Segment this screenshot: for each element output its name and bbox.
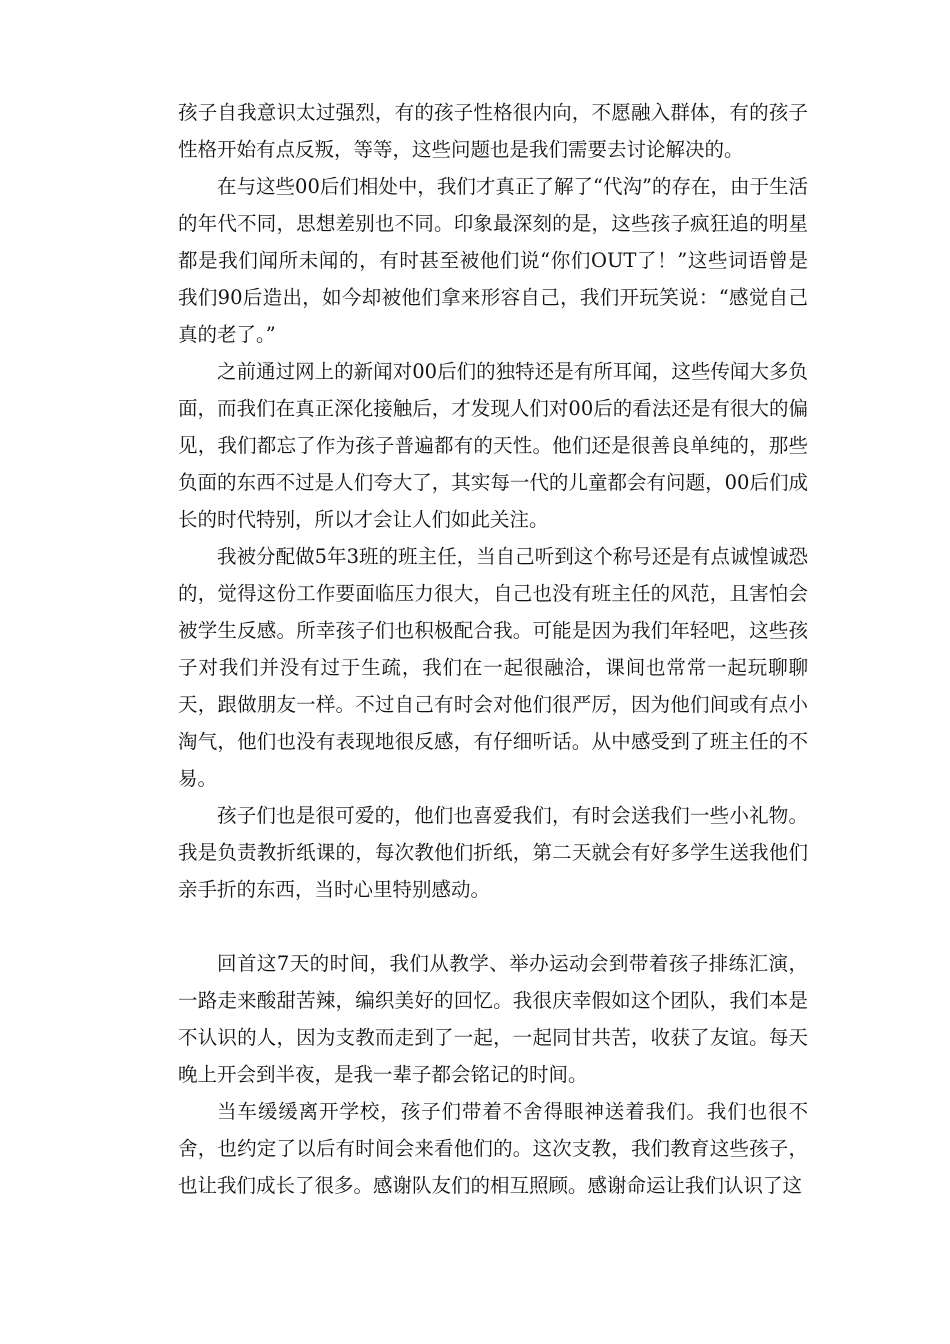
body-text [178, 94, 808, 1204]
paragraph-6: 回首这7天的时间，我们从教学、举办运动会到带着孩子排练汇演，一路走来酸甜苦辣，编织美好的回忆。我很庆幸假如这个团队，我们本是不认识的人，因为支教而走到了一起，一起同甘共苦，收获了友谊。每天晚上开会到半夜，是我一辈子都会铭记的时间。 [178, 952, 808, 1086]
paragraph-1: 孩子自我意识太过强烈，有的孩子性格很内向，不愿融入群体，有的孩子性格开始有点反叛，等等，这些问题也是我们需要去讨论解决的。 [178, 101, 808, 161]
paragraph-7: 当车缓缓离开学校，孩子们带着不舍得眼神送着我们。我们也很不舍，也约定了以后有时间会来看他们的。这次支教，我们教育这些孩子，也让我们成长了很多。感谢队友们的相互照顾。感谢命运让我们认识了这 [178, 1100, 808, 1197]
paragraph-spacer [178, 908, 808, 945]
paragraph-2: 在与这些00后们相处中，我们才真正了解了“代沟”的存在，由于生活的年代不同，思想差别也不同。印象最深刻的是，这些孩子疯狂追的明星都是我们闻所未闻的，有时甚至被他们说“你们OUT了！”这些词语曾是我们90后造出，如今却被他们拿来形容自己，我们开玩笑说：“感觉自己真的老了。” [178, 175, 808, 346]
paragraph-5: 孩子们也是很可爱的，他们也喜爱我们，有时会送我们一些小礼物。我是负责教折纸课的，每次教他们折纸，第二天就会有好多学生送我他们亲手折的东西，当时心里特别感动。 [178, 804, 808, 901]
paragraph-4: 我被分配做5年3班的班主任，当自己听到这个称号还是有点诚惶诚恐的，觉得这份工作要面临压力很大，自己也没有班主任的风范，且害怕会被学生反感。所幸孩子们也积极配合我。可能是因为我们年轻吧，这些孩子对我们并没有过于生疏，我们在一起很融洽，课间也常常一起玩聊聊天，跟做朋友一样。不过自己有时会对他们很严厉，因为他们间或有点小淘气，他们也没有表现地很反感，有仔细听话。从中感受到了班主任的不易。 [178, 545, 808, 790]
paragraph-3: 之前通过网上的新闻对00后们的独特还是有所耳闻，这些传闻大多负面，而我们在真正深化接触后，才发现人们对00后的看法还是有很大的偏见，我们都忘了作为孩子普遍都有的天性。他们还是很善良单纯的，那些负面的东西不过是人们夸大了，其实每一代的儿童都会有问题，00后们成长的时代特别，所以才会让人们如此关注。 [178, 360, 808, 531]
